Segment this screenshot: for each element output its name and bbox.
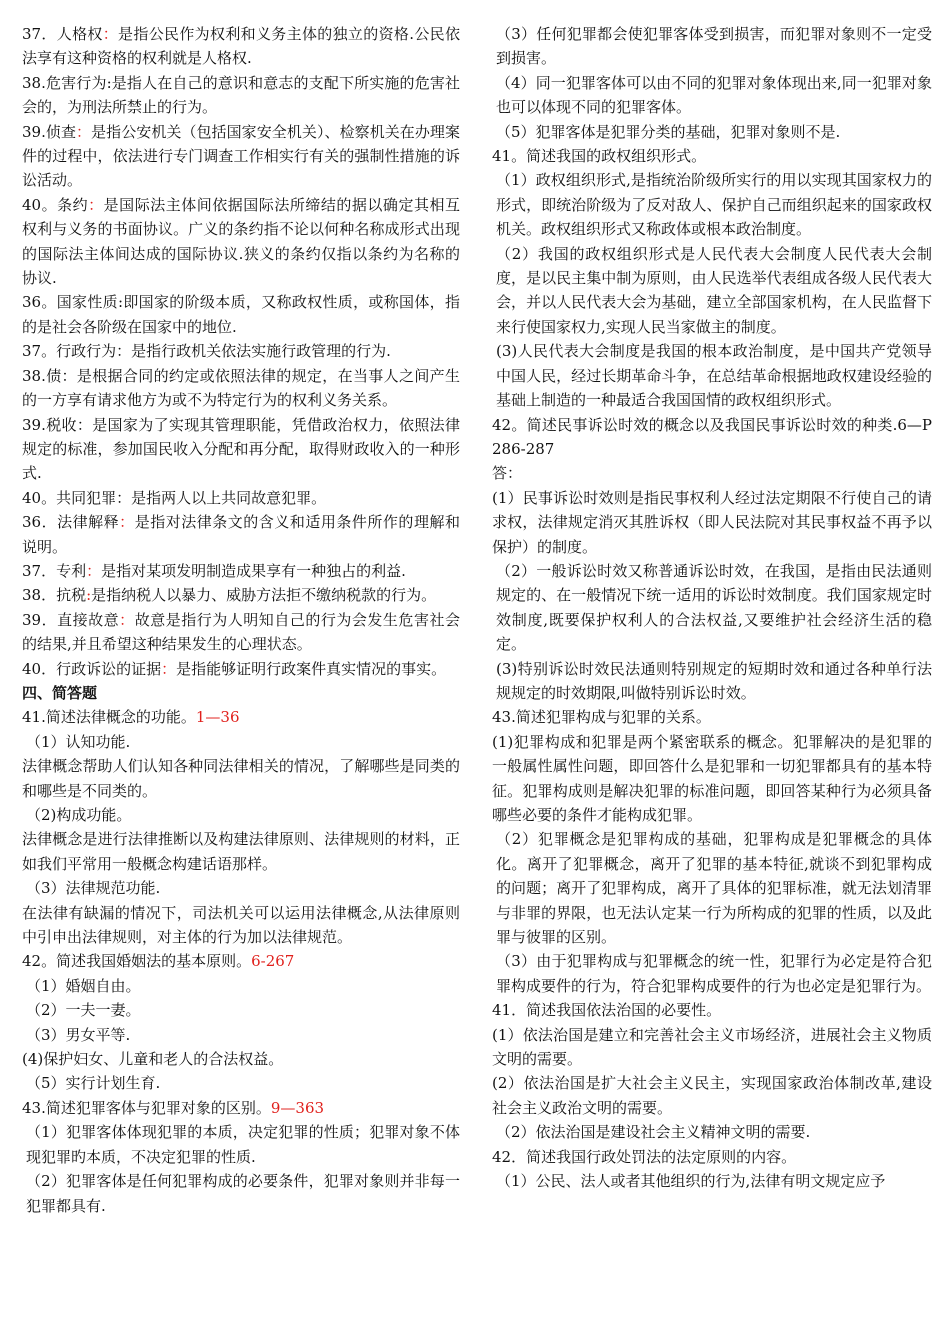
paragraph-text-continued: 是指能够证明行政案件真实情况的事实。 (176, 659, 447, 678)
paragraph (492, 71, 932, 120)
paragraph (492, 705, 932, 729)
paragraph-text-continued: 是指公安机关（包括国家安全机关）、检察机关在办理案件的过程中，依法进行专门调查工作相实行有关的强制性措施的诉讼活动。 (22, 122, 460, 190)
paragraph (492, 486, 932, 559)
paragraph (492, 730, 932, 828)
paragraph-text: (1)犯罪构成和犯罪是两个紧密联系的概念。犯罪解决的是犯罪的一般属性属性问题，即回答什么是犯罪和一切犯罪都具有的基本特征。犯罪构成则是解决犯罪的标准问题，即回答某种行为必须具备哪些必要的条件才能构成犯罪。 (492, 732, 932, 824)
paragraph-text: (2）依法治国是扩大社会主义民主，实现国家政治体制改革,建设社会主义政治文明的需要。 (492, 1074, 932, 1117)
paragraph (22, 608, 460, 657)
red-annotation: ： (76, 122, 92, 141)
paragraph-text: 法律概念是进行法律推断以及构建法律原则、法律规则的材料，正如我们平常用一般概念构建话语那样。 (22, 830, 460, 873)
left-column (22, 22, 460, 1218)
paragraph (492, 1023, 932, 1072)
paragraph (492, 242, 932, 340)
paragraph-text: 42．简述我国行政处罚法的法定原则的内容。 (492, 1147, 797, 1166)
paragraph-text: 42。简述我国婚姻法的基本原则。 (22, 952, 252, 971)
paragraph (492, 168, 932, 241)
paragraph-text: 36．法律解释 (22, 513, 120, 532)
red-annotation: ： (86, 561, 102, 580)
paragraph-text-continued: 是指纳税人以暴力、威胁方法拒不缴纳税款的行为。 (91, 586, 437, 605)
red-annotation: ： (119, 513, 135, 532)
red-annotation: : (86, 586, 92, 605)
paragraph-text: 38．抗税 (22, 586, 87, 605)
paragraph (492, 998, 932, 1022)
right-column (492, 22, 932, 1194)
paragraph (22, 193, 460, 291)
paragraph-text: 39．直接故意 (22, 610, 120, 629)
paragraph-text: 36。国家性质:即国家的阶级本质，又称政权性质，或称国体，指的是社会各阶级在国家中的地位. (22, 293, 460, 336)
paragraph-text: 39.侦查 (22, 122, 77, 141)
paragraph-text: (3)特别诉讼时效民法通则特别规定的短期时效和通过各种单行法规规定的时效期限,叫做特别诉讼时效。 (496, 659, 932, 702)
paragraph-text: （3）男女平等. (26, 1025, 131, 1044)
paragraph-text: 40．行政诉讼的证据 (22, 659, 162, 678)
paragraph-text: 37．人格权 (22, 25, 103, 43)
paragraph (492, 413, 932, 462)
section-heading (22, 681, 460, 705)
paragraph (492, 1071, 932, 1120)
paragraph-text: 41．简述我国依法治国的必要性。 (492, 1001, 722, 1020)
paragraph (22, 730, 460, 754)
paragraph (22, 71, 460, 120)
paragraph-text: 38.债：是根据合同的约定或依照法律的规定，在当事人之间产生的一方享有请求他方为或不为特定行为的权利义务关系。 (22, 366, 460, 410)
paragraph (22, 1071, 460, 1095)
paragraph-text: （2）一夫一妻。 (26, 1001, 141, 1020)
paragraph (492, 657, 932, 706)
paragraph (22, 901, 460, 950)
paragraph (22, 1120, 460, 1169)
paragraph (492, 827, 932, 949)
paragraph-text: （3）由于犯罪构成与犯罪概念的统一性，犯罪行为必定是符合犯罪构成要件的行为，符合犯罪构成要件的行为也必定是犯罪行为。 (496, 952, 932, 995)
paragraph-text: 39.税收：是国家为了实现其管理职能，凭借政治权力，依照法律规定的标准，参加国民收入分配和再分配，取得财政收入的一种形式. (22, 415, 460, 483)
paragraph-text: 40。共同犯罪：是指两人以上共同故意犯罪。 (22, 488, 327, 507)
paragraph (22, 657, 460, 681)
paragraph-text: (1）民事诉讼时效则是指民事权利人经过法定期限不行使自己的请求权，法律规定消灭其胜诉权（即人民法院对其民事权益不再予以保护）的制度。 (492, 488, 932, 556)
paragraph (22, 486, 460, 510)
paragraph-text: 41.简述法律概念的功能。 (22, 708, 196, 727)
paragraph-text: （3）法律规范功能. (26, 879, 161, 898)
paragraph-text: 41。简述我国的政权组织形式。 (492, 147, 707, 166)
paragraph (22, 1023, 460, 1047)
red-annotation: 1—36 (195, 708, 240, 727)
paragraph-text-continued: 故意是指行为人明知自己的行为会发生危害社会的结果,并且希望这种结果发生的心理状态。 (22, 610, 460, 654)
paragraph-text: （5）实行计划生育. (26, 1074, 161, 1093)
paragraph (492, 144, 932, 168)
paragraph (492, 1145, 932, 1169)
paragraph-text: 43.简述犯罪客体与犯罪对象的区别。 (22, 1098, 271, 1117)
paragraph (22, 827, 460, 876)
paragraph-text: 法律概念帮助人们认知各种同法律相关的情况，了解哪些是同类的和哪些是不同类的。 (22, 757, 460, 800)
paragraph (22, 364, 460, 413)
paragraph (22, 339, 460, 363)
paragraph (22, 998, 460, 1022)
paragraph-text: （2）犯罪客体是任何犯罪构成的必要条件，犯罪对象则并非每一犯罪都具有. (26, 1172, 460, 1215)
paragraph (22, 876, 460, 900)
red-annotation: 6-267 (251, 952, 295, 971)
paragraph-text: 37．专利 (22, 561, 87, 580)
paragraph-text: 40。条约 (22, 195, 89, 214)
paragraph-text: 在法律有缺漏的情况下，司法机关可以运用法律概念,从法律原则中引申出法律规则，对主体的行为加以法律规范。 (22, 903, 460, 947)
paragraph-text: （1）政权组织形式,是指统治阶级所实行的用以实现其国家权力的形式，即统治阶级为了反对敌人、保护自己而组织起来的国家政权机关。政权组织形式又称政体或根本政治制度。 (496, 171, 932, 239)
paragraph-text: 42。简述民事诉讼时效的概念以及我国民事诉讼时效的种类.6—P286-287 (492, 415, 932, 458)
paragraph-text-continued: 是指公民作为权利和义务主体的独立的资格.公民依法享有这种资格的权利就是人格权. (22, 25, 460, 68)
paragraph-text-continued: 是国际法主体间依据国际法所缔结的据以确定其相互权利与义务的书面协议。广义的条约指不论以何种名称成形式出现的国际法主体间达成的国际协议.狭义的条约仅指以条约为名称的协议. (22, 195, 460, 288)
red-annotation: ： (88, 195, 104, 214)
paragraph (492, 559, 932, 657)
paragraph-text: （4）同一犯罪客体可以由不同的犯罪对象体现出来,同一犯罪对象也可以体现不同的犯罪客体。 (496, 73, 932, 117)
paragraph-text: 43.简述犯罪构成与犯罪的关系。 (492, 708, 711, 727)
paragraph (492, 1169, 932, 1193)
red-annotation: 9—363 (270, 1098, 325, 1117)
paragraph (22, 1096, 460, 1120)
paragraph-text: 答： (492, 464, 523, 483)
paragraph-text: 四、简答题 (22, 683, 98, 702)
paragraph-text: （3）任何犯罪都会使犯罪客体受到损害，而犯罪对象则不一定受到损害。 (496, 25, 932, 68)
paragraph (492, 1120, 932, 1144)
paragraph-text: （2）依法治国是建设社会主义精神文明的需要. (496, 1123, 811, 1142)
paragraph-text: （2）我国的政权组织形式是人民代表大会制度人民代表大会制度，是以民主集中制为原则，由人民选举代表组成各级人民代表大会，并以人民代表大会为基础，建立全部国家机构，在人民监督下来行使国家权力,实现人民当家做主的制度。 (496, 244, 932, 336)
paragraph-text: (4)保护妇女、儿童和老人的合法权益。 (22, 1050, 284, 1069)
paragraph-text: （2）犯罪概念是犯罪构成的基础，犯罪构成是犯罪概念的具体化。离开了犯罪概念，离开了犯罪的基本特征,就谈不到犯罪构成的问题；离开了犯罪构成，离开了具体的犯罪标准，就无法划清罪与非罪的界限，也无法认定某一行为所构成的犯罪的性质，以及此罪与彼罪的区别。 (496, 830, 932, 947)
paragraph (492, 22, 932, 71)
paragraph-text: (1）依法治国是建立和完善社会主义市场经济，进展社会主义物质文明的需要。 (492, 1025, 932, 1069)
paragraph-text-continued: 是指对法律条文的含义和适用条件所作的理解和说明。 (22, 513, 460, 556)
paragraph (492, 949, 932, 998)
red-annotation: ： (119, 610, 135, 629)
paragraph-text: (3)人民代表大会制度是我国的根本政治制度，是中国共产党领导中国人民，经过长期革命斗争，在总结革命根据地政权建设经验的基础上制造的一种最适合我国国情的政权组织形式。 (496, 342, 932, 410)
paragraph (22, 583, 460, 607)
paragraph (492, 461, 932, 485)
paragraph-text: （1）认知功能. (26, 732, 131, 751)
red-annotation: ： (102, 25, 119, 43)
paragraph (22, 1047, 460, 1071)
paragraph (22, 949, 460, 973)
paragraph (22, 120, 460, 193)
paragraph (492, 339, 932, 412)
paragraph (22, 559, 460, 583)
paragraph (22, 754, 460, 803)
paragraph-text: （1）婚姻自由。 (26, 976, 141, 995)
red-annotation: ： (161, 659, 177, 678)
paragraph-text-continued: 是指对某项发明制造成果享有一种独占的利益. (101, 561, 406, 580)
paragraph (22, 290, 460, 339)
paragraph-text: （5）犯罪客体是犯罪分类的基础，犯罪对象则不是. (496, 122, 841, 141)
paragraph (492, 120, 932, 144)
paragraph (22, 974, 460, 998)
paragraph-text: （1）犯罪客体体现犯罪的本质，决定犯罪的性质；犯罪对象不体现犯罪旳本质，不决定犯罪的性质. (26, 1123, 460, 1166)
paragraph-text: 38.危害行为:是指人在自己的意识和意志的支配下所实施的危害社会的，为刑法所禁止的行为。 (22, 73, 460, 117)
paragraph (22, 510, 460, 559)
paragraph (22, 1169, 460, 1218)
paragraph (22, 803, 460, 827)
paragraph (22, 22, 460, 71)
paragraph-text: 37。行政行为：是指行政机关依法实施行政管理的行为. (22, 342, 391, 361)
paragraph (22, 413, 460, 486)
paragraph-text: （2)构成功能。 (26, 806, 132, 824)
paragraph-text: （1）公民、法人或者其他组织的行为,法律有明文规定应予 (496, 1172, 886, 1191)
paragraph (22, 705, 460, 729)
paragraph-text: （2）一般诉讼时效又称普通诉讼时效，在我国，是指由民法通则规定的、在一般情况下统一适用的诉讼时效制度。我们国家规定时效制度,既要保护权利人的合法权益,又要维护社会经济生活的稳定。 (496, 561, 932, 654)
